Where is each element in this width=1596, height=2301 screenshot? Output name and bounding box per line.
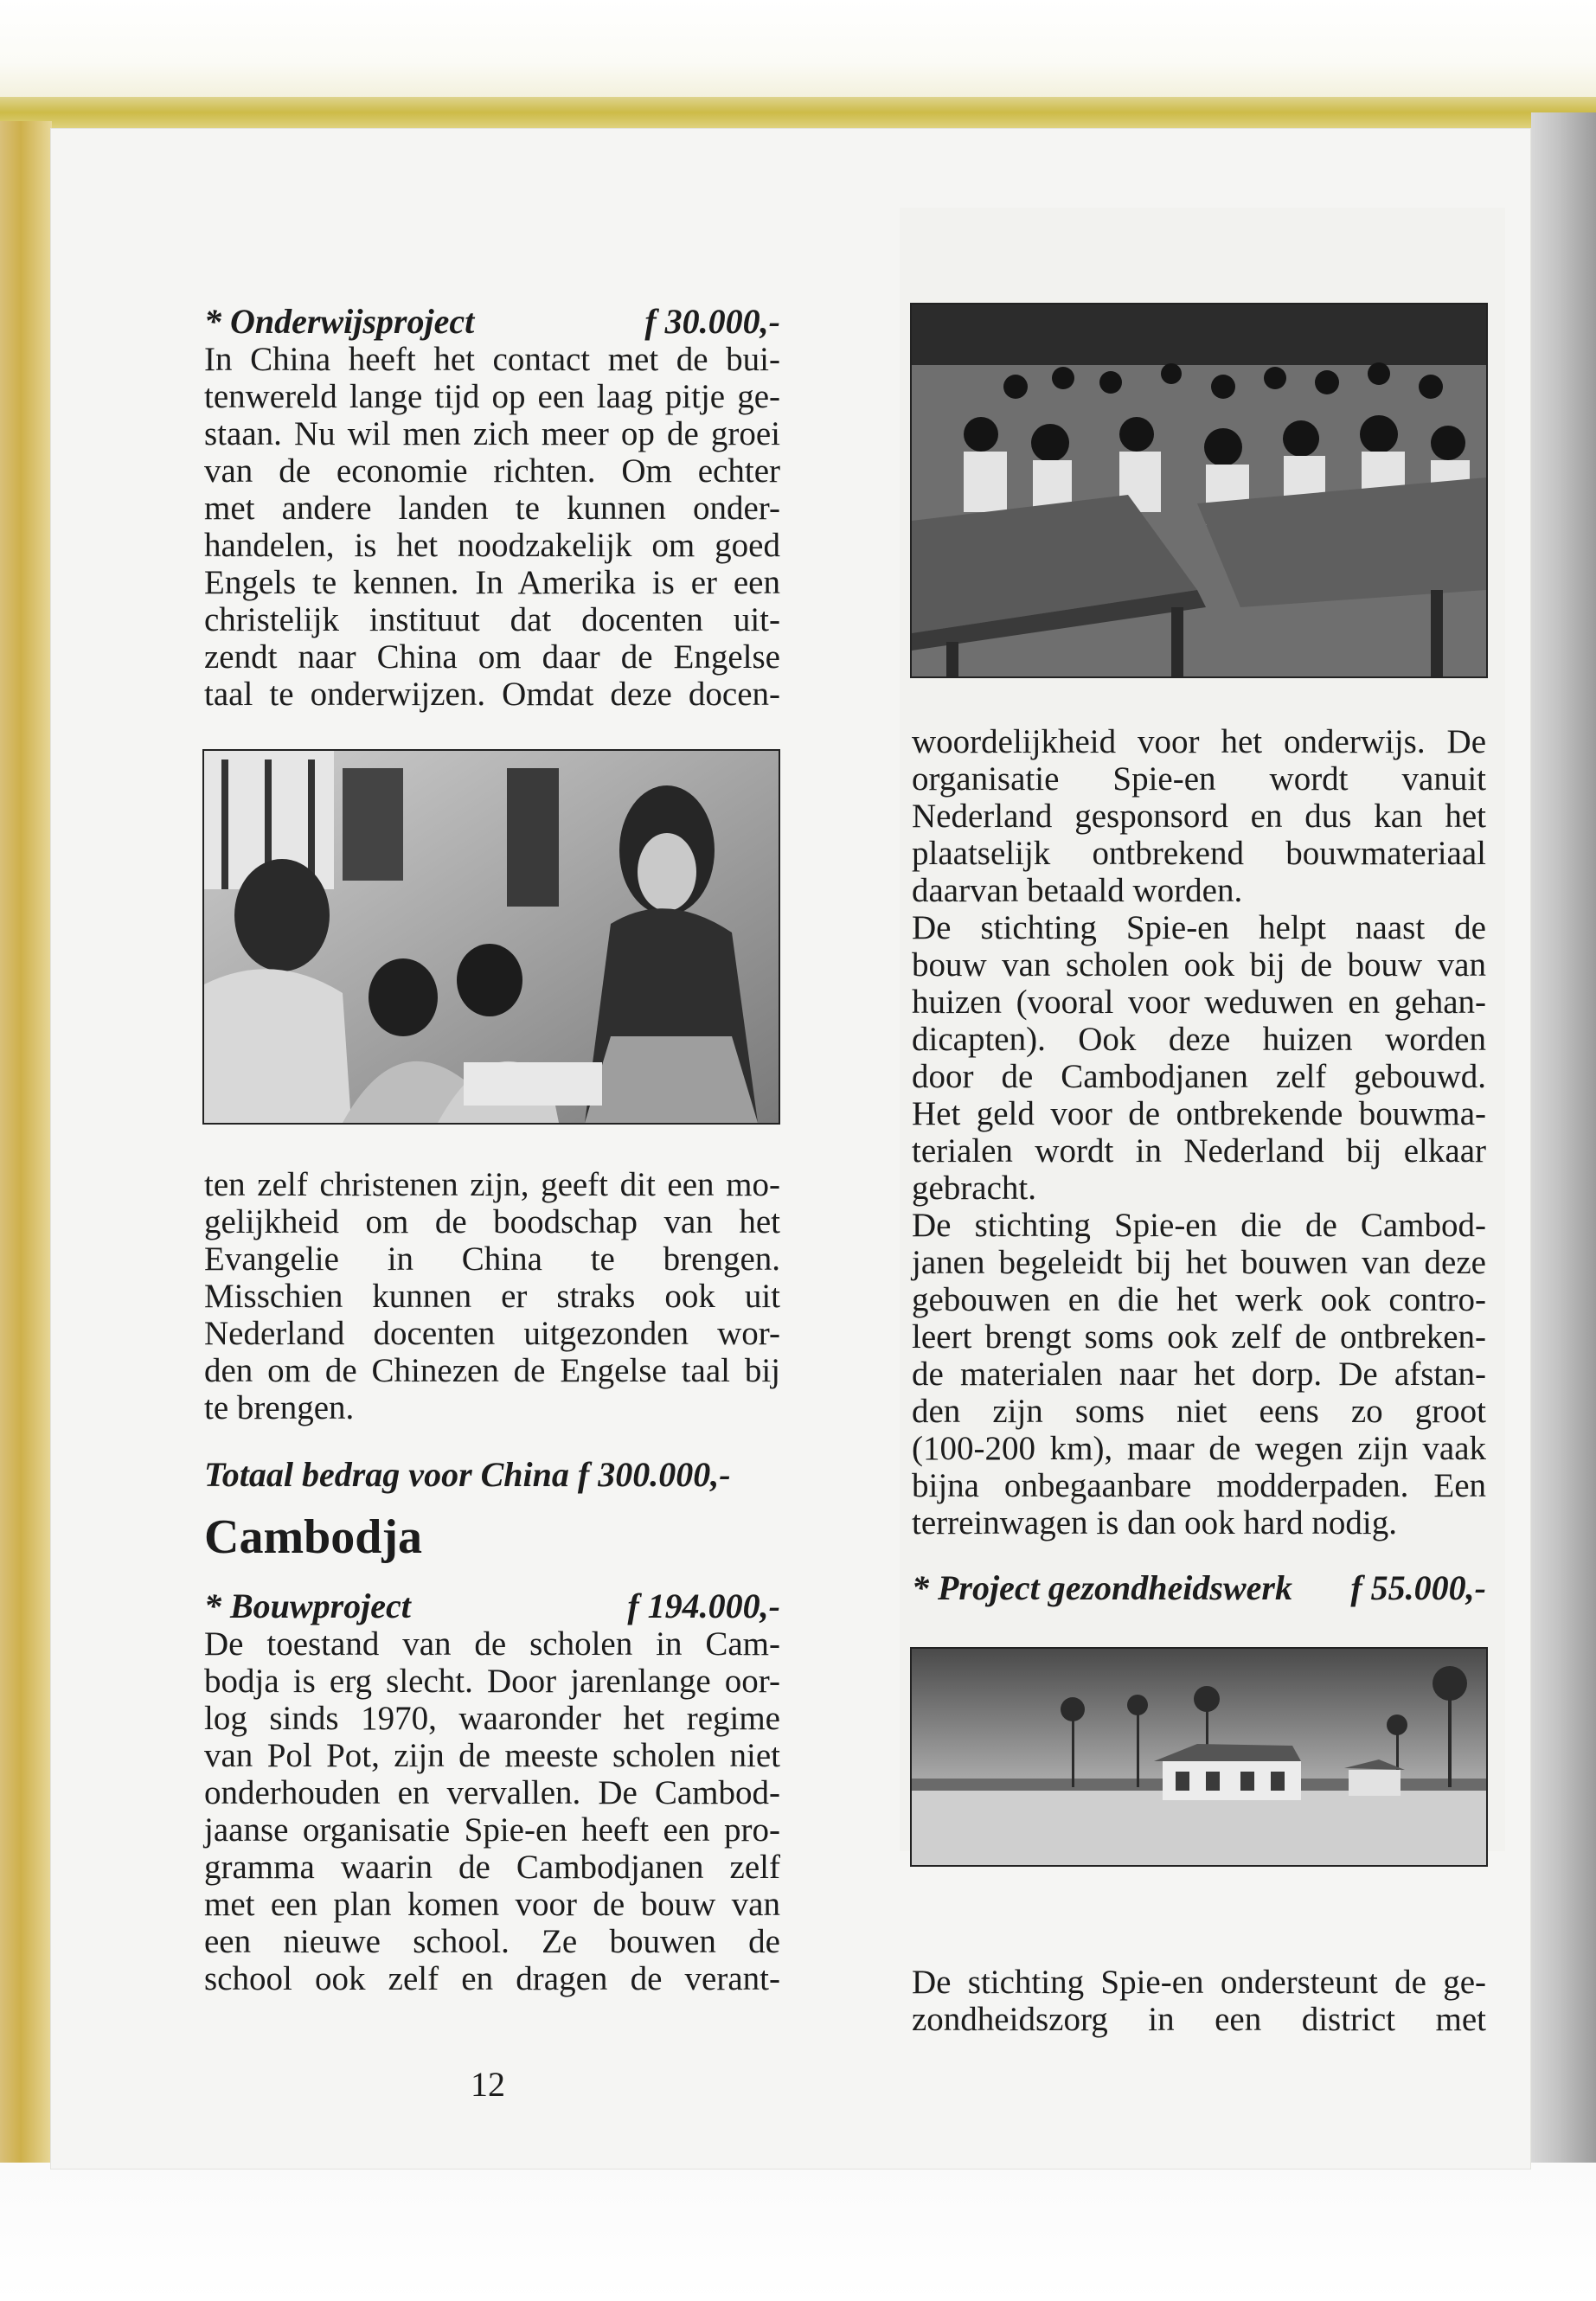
text-line: jaanse organisatie Spie-en heeft een pro-	[204, 1811, 780, 1849]
yellow-cover-edge-top	[0, 97, 1596, 131]
text-line: janen begeleidt bij het bouwen van deze	[912, 1244, 1486, 1281]
text-line: te brengen.	[204, 1389, 355, 1426]
text-line: De stichting Spie-en die de Cambod-	[912, 1207, 1486, 1244]
gezondheidswerk-title: * Project gezondheidswerk	[912, 1568, 1292, 1607]
text-line: school ook zelf en dragen de verant-	[204, 1960, 780, 1997]
text-line: staan. Nu wil men zich meer op de groei	[204, 415, 780, 452]
text-line: Het geld voor de ontbrekende bouwma-	[912, 1095, 1486, 1132]
text-line: Nederland gesponsord en dus kan het	[912, 798, 1486, 835]
text-line: van Pol Pot, zijn de meeste scholen niet	[204, 1737, 780, 1774]
text-line: terreinwagen is dan ook hard nodig.	[912, 1504, 1398, 1541]
right-paragraph-3	[912, 1207, 1486, 1541]
bouwproject-paragraph	[204, 1625, 780, 1997]
text-line: Misschien kunnen er straks ook uit	[204, 1278, 780, 1315]
text-line: Evangelie in China te brengen.	[204, 1240, 780, 1278]
text-line: taal te onderwijzen. Omdat deze docen-	[204, 676, 780, 713]
scan-background-bottom	[0, 2163, 1596, 2301]
text-line: gelijkheid om de boodschap van het	[204, 1203, 780, 1240]
photo-rural-building	[910, 1647, 1488, 1867]
text-line: Nederland docenten uitgezonden wor-	[204, 1315, 780, 1352]
text-line: onderhouden en vervallen. De Cambod-	[204, 1774, 780, 1811]
text-line: christelijk instituut dat docenten uit-	[204, 601, 780, 638]
gezondheidswerk-amount: f 55.000,-	[1350, 1568, 1486, 1607]
text-line: In China heeft het contact met de bui-	[204, 341, 780, 378]
text-line: plaatselijk ontbrekend bouwmateriaal	[912, 835, 1486, 872]
text-line: tenwereld lange tijd op een laag pitje ge-	[204, 378, 780, 415]
text-line: bouw van scholen ook bij de bouw van	[912, 946, 1486, 984]
left-column-bottom	[204, 1166, 780, 1997]
left-column-top	[204, 303, 780, 713]
text-line: met andere landen te kunnen onder-	[204, 490, 780, 527]
text-line: gebouwen en die het werk ook contro-	[912, 1281, 1486, 1318]
text-line: een nieuwe school. Ze bouwen de	[204, 1923, 780, 1960]
text-line: zendt naar China om daar de Engelse	[204, 638, 780, 676]
bouwproject-title: * Bouwproject	[204, 1586, 411, 1625]
text-line: (100-200 km), maar de wegen zijn vaak	[912, 1430, 1486, 1467]
text-line: organisatie Spie-en wordt vanuit	[912, 760, 1486, 798]
text-line: De stichting Spie-en helpt naast de	[912, 909, 1486, 946]
page-number: 12	[471, 2065, 505, 2104]
right-column	[912, 723, 1486, 1607]
china-paragraph-1	[204, 341, 780, 713]
text-line: De stichting Spie-en ondersteunt de ge-	[912, 1964, 1486, 2001]
text-line: bodja is erg slecht. Door jarenlange oor-	[204, 1663, 780, 1700]
right-column-bottom	[912, 1964, 1486, 2038]
gezondheidswerk-heading	[912, 1569, 1486, 1607]
page-spine-shadow	[1531, 112, 1596, 2189]
text-line: door de Cambodjanen zelf gebouwd.	[912, 1058, 1486, 1095]
photo-classroom	[910, 303, 1488, 678]
onderwijsproject-title: * Onderwijsproject	[204, 302, 475, 341]
text-line: woordelijkheid voor het onderwijs. De	[912, 723, 1486, 760]
gezondheidswerk-paragraph	[912, 1964, 1486, 2038]
bouwproject-amount: f 194.000,-	[627, 1586, 780, 1625]
text-line: zondheidszorg in een district met	[912, 2001, 1486, 2038]
text-line: huizen (vooral voor weduwen en gehan-	[912, 984, 1486, 1021]
text-line: log sinds 1970, waaronder het regime	[204, 1700, 780, 1737]
text-line: daarvan betaald worden.	[912, 872, 1243, 909]
photo-teacher-with-students	[202, 749, 780, 1125]
text-line: bijna onbegaanbare modderpaden. Een	[912, 1467, 1486, 1504]
text-line: met een plan komen voor de bouw van	[204, 1886, 780, 1923]
onderwijsproject-amount: f 30.000,-	[644, 302, 780, 341]
text-line: leert brengt soms ook zelf de ontbreken-	[912, 1318, 1486, 1356]
text-line: van de economie richten. Om echter	[204, 452, 780, 490]
scan-background-top	[0, 0, 1596, 104]
right-paragraph-2	[912, 909, 1486, 1207]
text-line: de materialen naar het dorp. De afstan-	[912, 1356, 1486, 1393]
text-line: gramma waarin de Cambodjanen zelf	[204, 1849, 780, 1886]
text-line: gebracht.	[912, 1170, 1037, 1207]
text-line: den zijn soms niet eens zo groot	[912, 1393, 1486, 1430]
china-total: Totaal bedrag voor China f 300.000,-	[204, 1455, 731, 1494]
text-line: handelen, is het noodzakelijk om goed	[204, 527, 780, 564]
text-line: terialen wordt in Nederland bij elkaar	[912, 1132, 1486, 1170]
text-line: De toestand van de scholen in Cam-	[204, 1625, 780, 1663]
text-line: dicapten). Ook deze huizen worden	[912, 1021, 1486, 1058]
section-title-cambodja: Cambodja	[204, 1510, 423, 1564]
onderwijsproject-heading	[204, 303, 780, 341]
china-paragraph-2	[204, 1166, 780, 1426]
yellow-cover-edge-left	[0, 121, 52, 2163]
text-line: den om de Chinezen de Engelse taal bij	[204, 1352, 780, 1389]
right-paragraph-1	[912, 723, 1486, 909]
bouwproject-heading	[204, 1587, 780, 1625]
text-line: Engels te kennen. In Amerika is er een	[204, 564, 780, 601]
text-line: ten zelf christenen zijn, geeft dit een mo-	[204, 1166, 780, 1203]
